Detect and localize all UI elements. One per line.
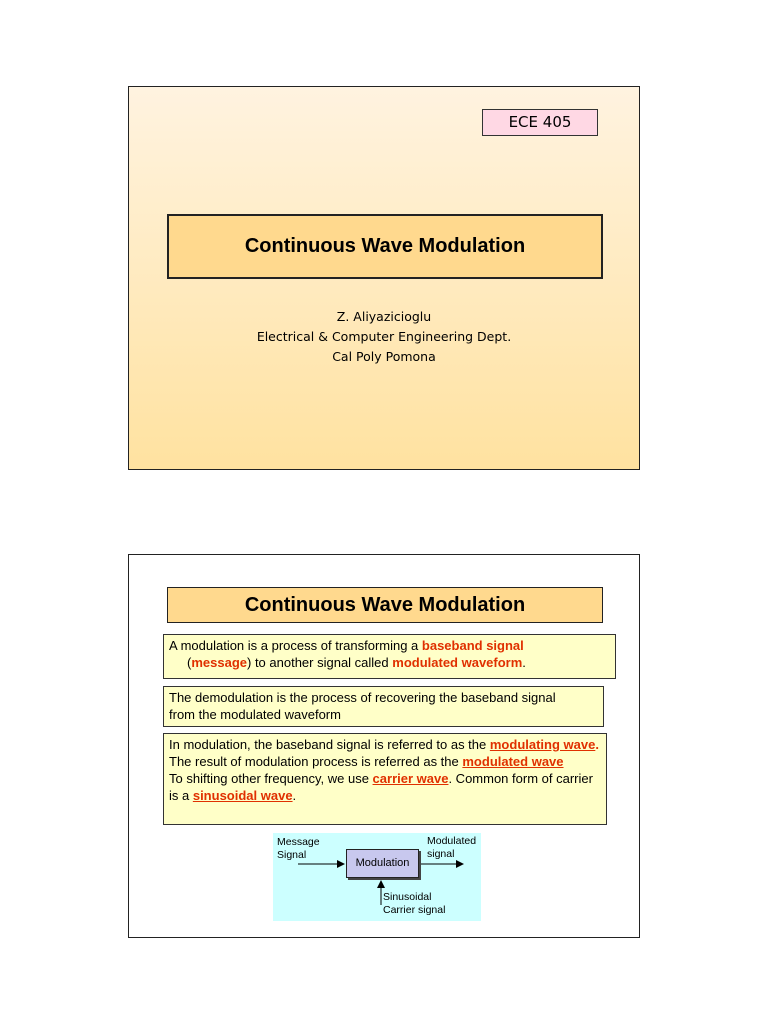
definition-line-2: (message) to another signal called modulated waveform. (187, 655, 526, 670)
term-baseband-signal: baseband signal (421, 638, 524, 653)
term-modulated-waveform: modulated waveform (392, 655, 523, 670)
term-modulated-wave: modulated wave (462, 754, 564, 769)
definition-line-1: A modulation is a process of transforming a baseband signal (169, 638, 524, 653)
course-label: ECE 405 (482, 109, 598, 136)
title-slide (128, 86, 640, 470)
content-slide (128, 554, 640, 938)
modulation-definition-box (163, 634, 616, 679)
demodulation-definition-box (163, 686, 604, 727)
author-university: Cal Poly Pomona (332, 349, 436, 364)
carrier-label: Sinusoidal Carrier signal (383, 891, 446, 916)
output-label: Modulated signal (427, 835, 477, 860)
author-department: Electrical & Computer Engineering Dept. (256, 329, 512, 344)
slide-title: Continuous Wave Modulation (167, 587, 603, 623)
terminology-box: In modulation, the baseband signal is referred to as the modulating wave. The result of modulation process is referred as the modulated wave To shifting other frequency, we use carrier wave. Common form of carrier is a sinusoidal wave. (163, 733, 607, 825)
slide-title: Continuous Wave Modulation (167, 214, 603, 279)
term-carrier-wave: carrier wave (372, 771, 449, 786)
term-message: message (191, 655, 247, 670)
modulation-block-diagram (273, 833, 481, 921)
term-sinusoidal-wave: sinusoidal wave (192, 788, 293, 803)
demodulation-line-1: The demodulation is the process of recovering the baseband signal (169, 690, 556, 705)
author-name: Z. Aliyazicioglu (336, 309, 432, 324)
term-modulating-wave: modulating wave (489, 737, 596, 752)
author-block (129, 307, 639, 367)
demodulation-line-2: from the modulated waveform (169, 707, 341, 722)
modulation-block: Modulation (346, 849, 419, 878)
input-label: Message Signal (277, 836, 320, 861)
